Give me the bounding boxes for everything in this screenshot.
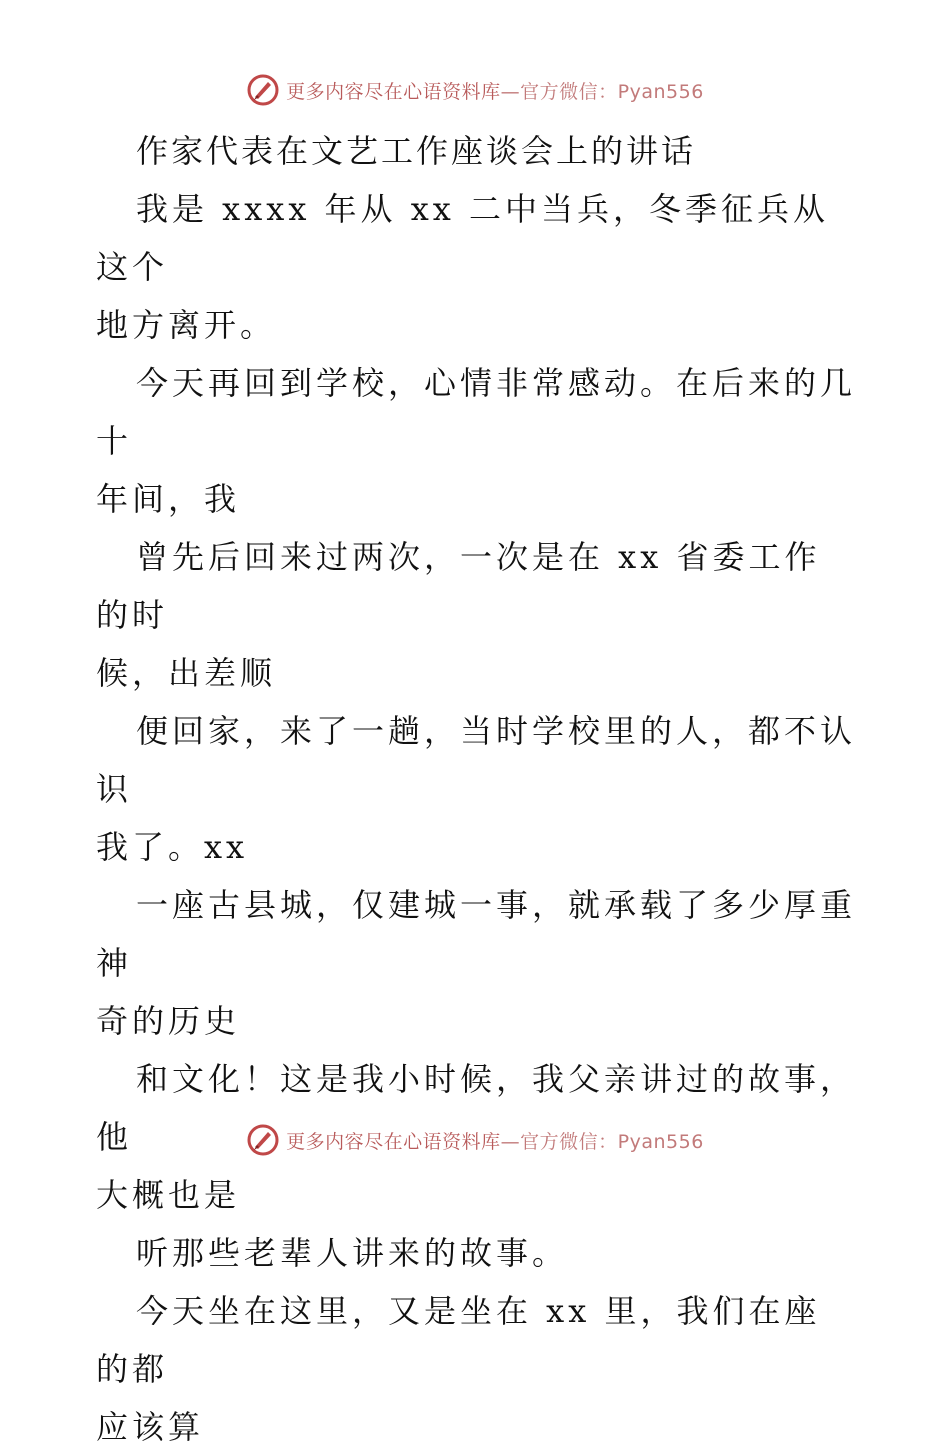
paragraph-line: 作家代表在文艺工作座谈会上的讲话 [136,132,697,170]
paragraph-line: 地方离开。 [96,306,277,344]
paragraph-line: 便回家，来了一趟，当时学校里的人，都不认识 [96,712,857,808]
paragraph-line: 今天坐在这里，又是坐在 xx 里，我们在座的都 [96,1292,821,1388]
banner-text-main: 更多内容尽在心语资料库 [286,80,501,103]
banner-text-rest: —官方微信：Pyan556 [500,1130,704,1153]
banner-text [286,1127,704,1154]
paragraph [96,702,856,876]
banner-text-rest: —官方微信：Pyan556 [500,80,704,103]
paragraph-line: 听那些老辈人讲来的故事。 [136,1234,569,1272]
banner-text [286,77,704,104]
pen-nib-logo-icon [246,73,280,107]
paragraph-line: 应该算 [96,1408,205,1446]
paragraph-line: 年间，我 [96,480,241,518]
paragraph-line: 大概也是 [96,1176,241,1214]
banner-text-main: 更多内容尽在心语资料库 [286,1130,501,1153]
paragraph-line: 我是 xxxx 年从 xx 二中当兵，冬季征兵从这个 [96,190,829,286]
paragraph-line: 奇的历史 [96,1002,241,1040]
document-body [96,122,856,1456]
paragraph-line: 和文化！这是我小时候，我父亲讲过的故事，他 [96,1060,857,1156]
paragraph [96,1224,856,1282]
paragraph [96,354,856,528]
paragraph-title [96,122,856,180]
paragraph [96,876,856,1050]
paragraph-line: 候，出差顺 [96,654,277,692]
paragraph [96,1282,856,1456]
footer-banner [0,1120,950,1160]
paragraph-line: 曾先后回来过两次，一次是在 xx 省委工作的时 [96,538,821,634]
pen-nib-logo-icon [246,1123,280,1157]
header-banner [0,70,950,110]
paragraph-line: 我了。xx [96,828,249,866]
paragraph [96,528,856,702]
paragraph-line: 今天再回到学校，心情非常感动。在后来的几十 [96,364,857,460]
paragraph [96,180,856,354]
paragraph-line: 一座古县城，仅建城一事，就承载了多少厚重神 [96,886,857,982]
